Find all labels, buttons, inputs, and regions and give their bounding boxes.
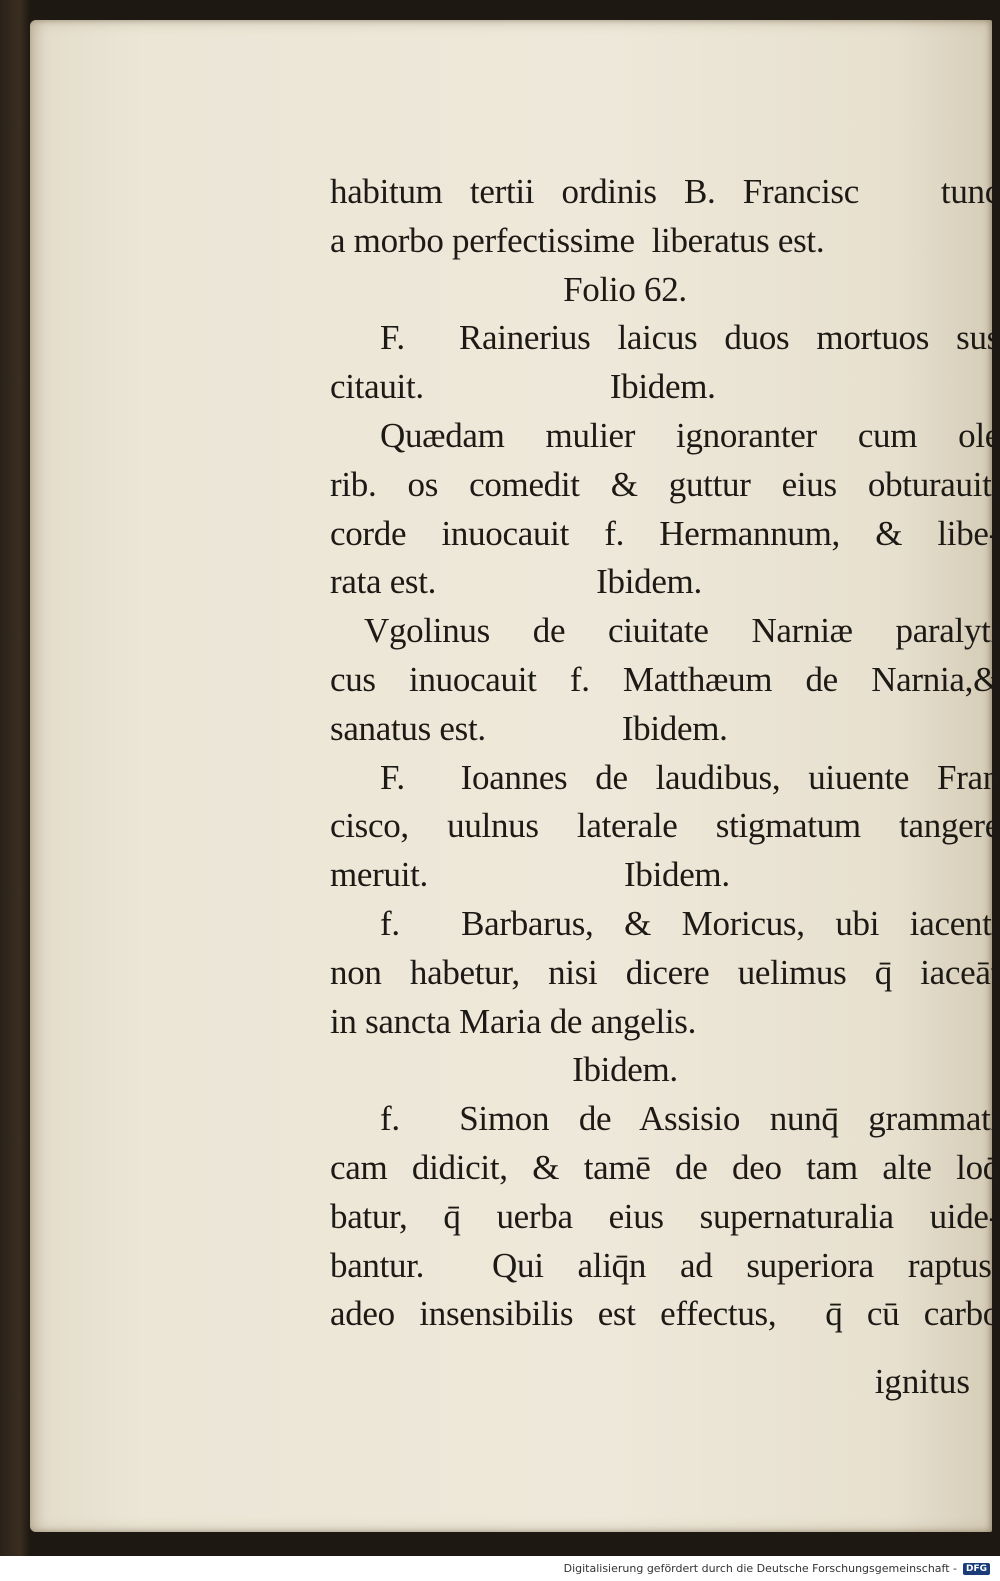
text-line: corde inuocauit f. Hermannum, & libe-: [330, 513, 1000, 553]
text-fragment: rata est.: [330, 562, 437, 602]
footer-bar: [0, 1556, 1000, 1581]
text-line: [330, 851, 1000, 900]
text-block: [330, 168, 1000, 1339]
ibidem-reference: Ibidem.: [609, 367, 716, 407]
ibidem-reference: Ibidem.: [621, 708, 728, 748]
text-line: batur, q̄ uerba eius supernaturalia uide-: [330, 1196, 1000, 1236]
ibidem-reference: Ibidem.: [624, 855, 730, 895]
text-fragment: citauit.: [330, 367, 424, 407]
text-line: in sancta Maria de angelis.: [330, 1001, 697, 1041]
text-line: f. Barbarus, & Moricus, ubi iacent,: [380, 903, 1000, 943]
text-line: f. Simon de Assisio nunq̄ grammati: [380, 1099, 1000, 1139]
text-line: F. Rainerius laicus duos mortuos sus: [380, 318, 1000, 358]
text-line: cam didicit, & tamē de deo tam alte loq̄: [330, 1147, 1000, 1187]
catchword: ignitus: [874, 1362, 970, 1401]
text-line: [330, 363, 1000, 412]
folio-reference: Folio 62.: [563, 269, 687, 309]
dfg-logo: DFG: [963, 1563, 990, 1575]
text-line: bantur. Qui aliq̄n ad superiora raptus,: [330, 1245, 1000, 1285]
text-line: Quædam mulier ignoranter cum ole: [380, 415, 1000, 455]
text-fragment: meruit.: [330, 855, 429, 895]
text-line: cisco, uulnus laterale stigmatum tangere: [330, 806, 1000, 846]
text-line: F. Ioannes de laudibus, uiuente Fran: [380, 757, 1000, 797]
funding-notice: Digitalisierung gefördert durch die Deutsche Forschungsgemeinschaft -: [563, 1562, 957, 1575]
text-line: habitum tertii ordinis B. Francisc tunc: [330, 172, 1000, 211]
book-page: [30, 20, 1000, 1532]
text-fragment: sanatus est.: [330, 708, 486, 748]
text-line: [330, 705, 1000, 754]
text-line: Vgolinus de ciuitate Narniæ paralyti: [364, 611, 1000, 651]
text-line: [330, 558, 1000, 607]
ibidem-reference: Ibidem.: [596, 562, 702, 602]
ibidem-reference: Ibidem.: [572, 1050, 678, 1090]
text-line: non habetur, nisi dicere uelimus q̄ iaceāt: [330, 952, 1000, 992]
text-line: adeo insensibilis est effectus, q̄ cū carbo: [330, 1294, 1000, 1334]
text-line: cus inuocauit f. Matthæum de Narnia,&: [330, 659, 1000, 699]
text-line: rib. os comedit & guttur eius obturauit,: [330, 464, 1000, 504]
text-line: a morbo perfectissime liberatus est.: [330, 220, 825, 260]
